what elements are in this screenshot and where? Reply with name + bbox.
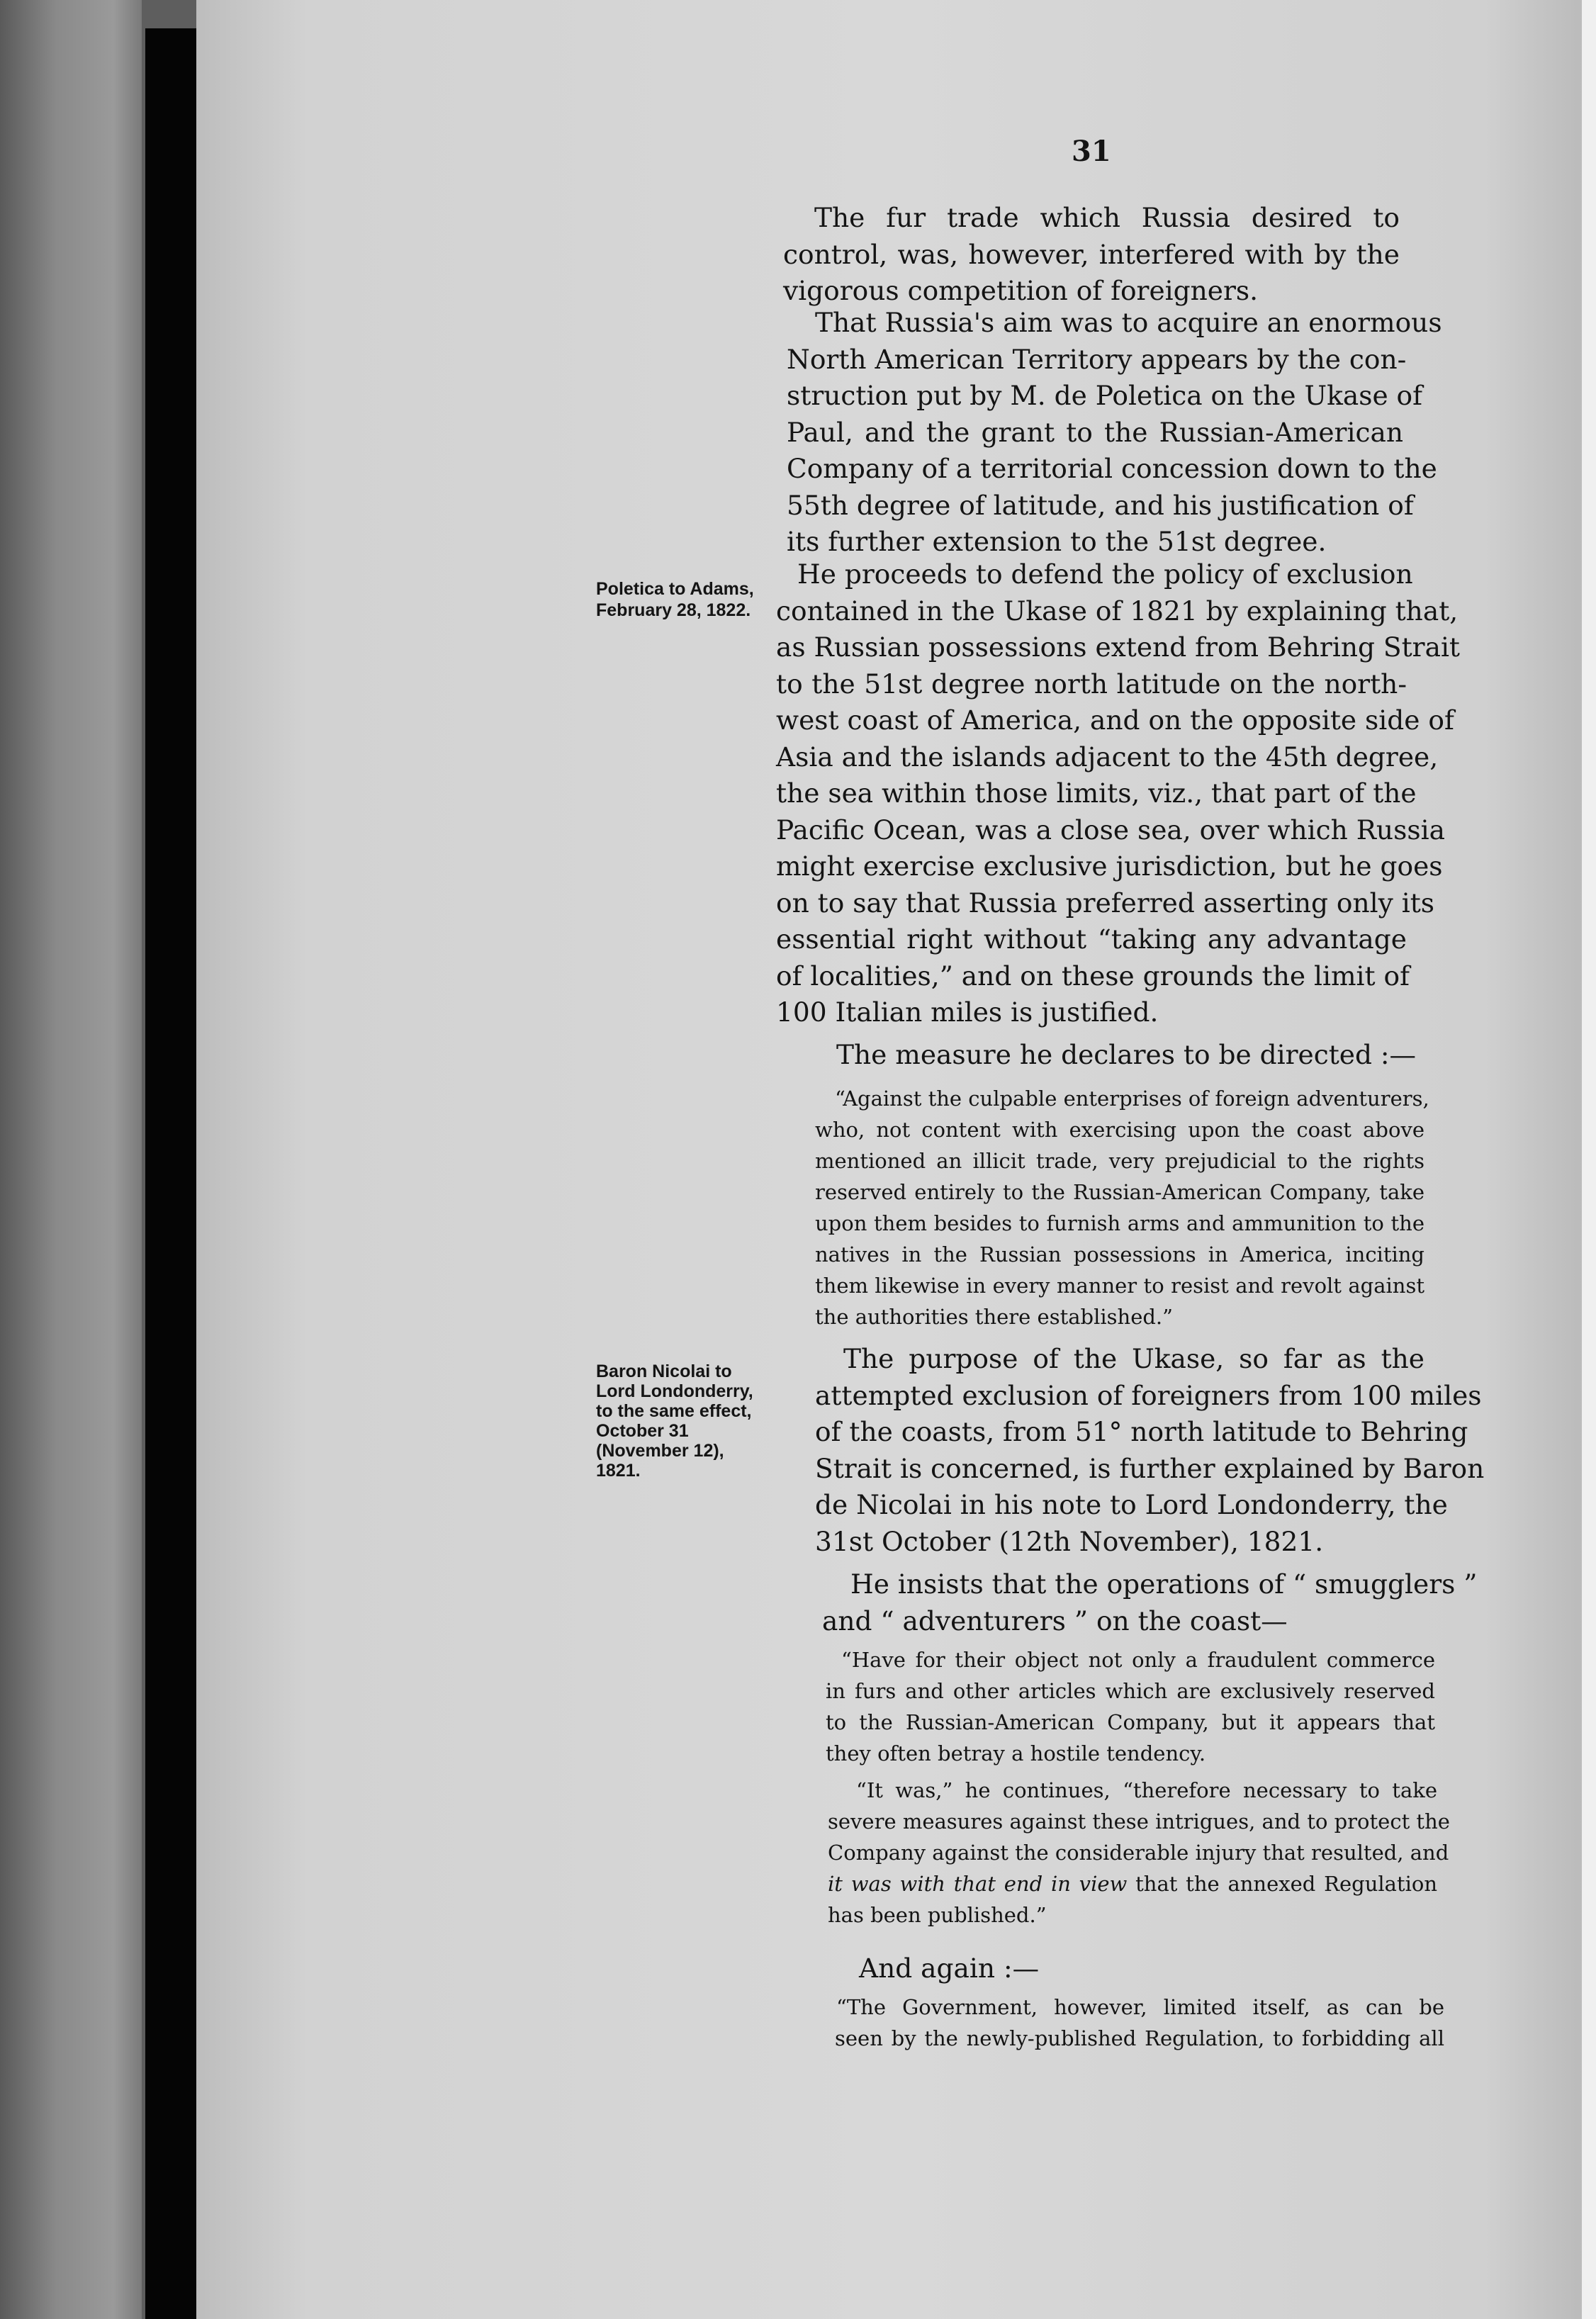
text-line: The fur trade which Russia desired to: [814, 202, 1400, 233]
quote-line: seen by the newly-published Regulation, to forbidding all: [835, 2026, 1444, 2050]
italic-emphasis: it was with that end in view: [828, 1872, 1128, 1896]
text-line: 31st October (12th November), 1821.: [815, 1525, 1324, 1557]
text-line: attempted exclusion of foreigners from 100 miles: [815, 1379, 1482, 1411]
text-line: might exercise exclusive jurisdiction, but he goes: [776, 850, 1443, 882]
quote-line: severe measures against these intrigues, and to protect the: [828, 1809, 1450, 1834]
marginal-note-line: Baron Nicolai to: [596, 1361, 732, 1381]
quote-line: to the Russian-American Company, but it appears that: [826, 1710, 1435, 1734]
marginal-note-line: 1821.: [596, 1461, 641, 1481]
marginal-note-line: (November 12),: [596, 1441, 724, 1461]
text-line: vigorous competition of foreigners.: [783, 275, 1259, 306]
paragraph-russias-aim: [787, 305, 1442, 561]
text-line: essential right without “taking any advantage: [776, 923, 1407, 955]
quote-line: upon them besides to furnish arms and ammunition to the: [815, 1211, 1424, 1235]
marginal-note-line: October 31: [596, 1421, 689, 1441]
quote-government-limited: [835, 1992, 1444, 2054]
marginal-note-line: Lord Londonderry,: [596, 1381, 753, 1401]
text-line: He proceeds to defend the policy of exclusion: [797, 558, 1413, 590]
text-line: as Russian possessions extend from Behring Strait: [776, 631, 1461, 663]
quote-culpable-enterprises: [815, 1083, 1429, 1332]
text-line: 100 Italian miles is justified.: [776, 996, 1159, 1028]
text-line: and “ adventurers ” on the coast—: [822, 1605, 1288, 1636]
marginal-note-line: to the same effect,: [596, 1401, 752, 1421]
quote-line-rest: that the annexed Regulation: [1127, 1872, 1438, 1896]
text-line: Pacific Ocean, was a close sea, over which Russia: [776, 814, 1445, 846]
text-line: Asia and the islands adjacent to the 45th degree,: [776, 741, 1439, 773]
text-line: contained in the Ukase of 1821 by explaining that,: [776, 595, 1459, 627]
text-line: Company of a territorial concession down to the: [787, 453, 1437, 484]
quote-line: “Against the culpable enterprises of foreign adventurers,: [835, 1086, 1429, 1111]
quote-line: them likewise in every manner to resist and revolt against: [815, 1274, 1424, 1298]
text-line: He insists that the operations of “ smugglers ”: [850, 1568, 1478, 1600]
paragraph-and-again: And again :—: [859, 1953, 1040, 1984]
page-right-margin: [1582, 0, 1596, 2319]
quote-line: they often betray a hostile tendency.: [826, 1741, 1206, 1765]
quote-line: Company against the considerable injury that resulted, and: [828, 1841, 1449, 1865]
text-line: its further extension to the 51st degree.: [787, 526, 1327, 557]
text-line: Strait is concerned, is further explained by Baron: [815, 1452, 1485, 1484]
text-line: on to say that Russia preferred asserting only its: [776, 887, 1435, 919]
text-line: de Nicolai in his note to Lord Londonderry, the: [815, 1489, 1448, 1520]
text-line: struction put by M. de Poletica on the Ukase of: [787, 380, 1423, 411]
text-line: The purpose of the Ukase, so far as the: [843, 1343, 1424, 1374]
text-line: the sea within those limits, viz., that part of the: [776, 777, 1417, 809]
quote-fraudulent-commerce: [826, 1644, 1435, 1769]
quote-line: natives in the Russian possessions in America, inciting: [815, 1242, 1424, 1267]
page-number: 31: [1072, 135, 1111, 168]
quote-it-was-necessary: [828, 1775, 1450, 1931]
quote-line: “The Government, however, limited itself, as can be: [836, 1995, 1444, 2019]
quote-line: the authorities there established.”: [815, 1305, 1173, 1329]
quote-line: “Have for their object not only a fraudulent commerce: [841, 1648, 1435, 1672]
text-line: 55th degree of latitude, and his justification of: [787, 489, 1414, 521]
text-line: North American Territory appears by the con-: [787, 343, 1407, 375]
quote-line: has been published.”: [828, 1903, 1047, 1927]
text-line: control, was, however, interfered with by the: [783, 238, 1400, 270]
book-binding-shadow: [145, 28, 196, 2319]
text-line: Paul, and the grant to the Russian-American: [787, 416, 1403, 448]
text-line: of localities,” and on these grounds the limit of: [776, 960, 1410, 992]
text-line: That Russia's aim was to acquire an enormous: [815, 307, 1442, 338]
paragraph-policy-of-exclusion: [776, 556, 1461, 1031]
paragraph-smugglers: [822, 1566, 1478, 1639]
marginal-note-nicolai: [596, 1361, 809, 1481]
quote-line: [828, 1868, 1437, 1899]
quote-line: mentioned an illicit trade, very prejudicial to the rights: [815, 1149, 1424, 1173]
text-line: to the 51st degree north latitude on the north-: [776, 668, 1407, 700]
quote-line: “It was,” he continues, “therefore necessary to take: [856, 1778, 1437, 1802]
paragraph-purpose-of-ukase: [815, 1341, 1485, 1560]
marginal-note-line: February 28, 1822.: [596, 600, 751, 620]
paragraph-measure-directed: The measure he declares to be directed :—: [836, 1039, 1417, 1070]
quote-line: who, not content with exercising upon the coast above: [815, 1118, 1424, 1142]
quote-line: in furs and other articles which are exclusively reserved: [826, 1679, 1435, 1703]
text-line: west coast of America, and on the opposite side of: [776, 704, 1454, 736]
facing-page-edge: [0, 0, 142, 2319]
quote-line: reserved entirely to the Russian-American Company, take: [815, 1180, 1424, 1204]
marginal-note-line: Poletica to Adams,: [596, 579, 754, 599]
paragraph-fur-trade: [783, 200, 1400, 310]
text-line: of the coasts, from 51° north latitude to Behring: [815, 1416, 1468, 1447]
